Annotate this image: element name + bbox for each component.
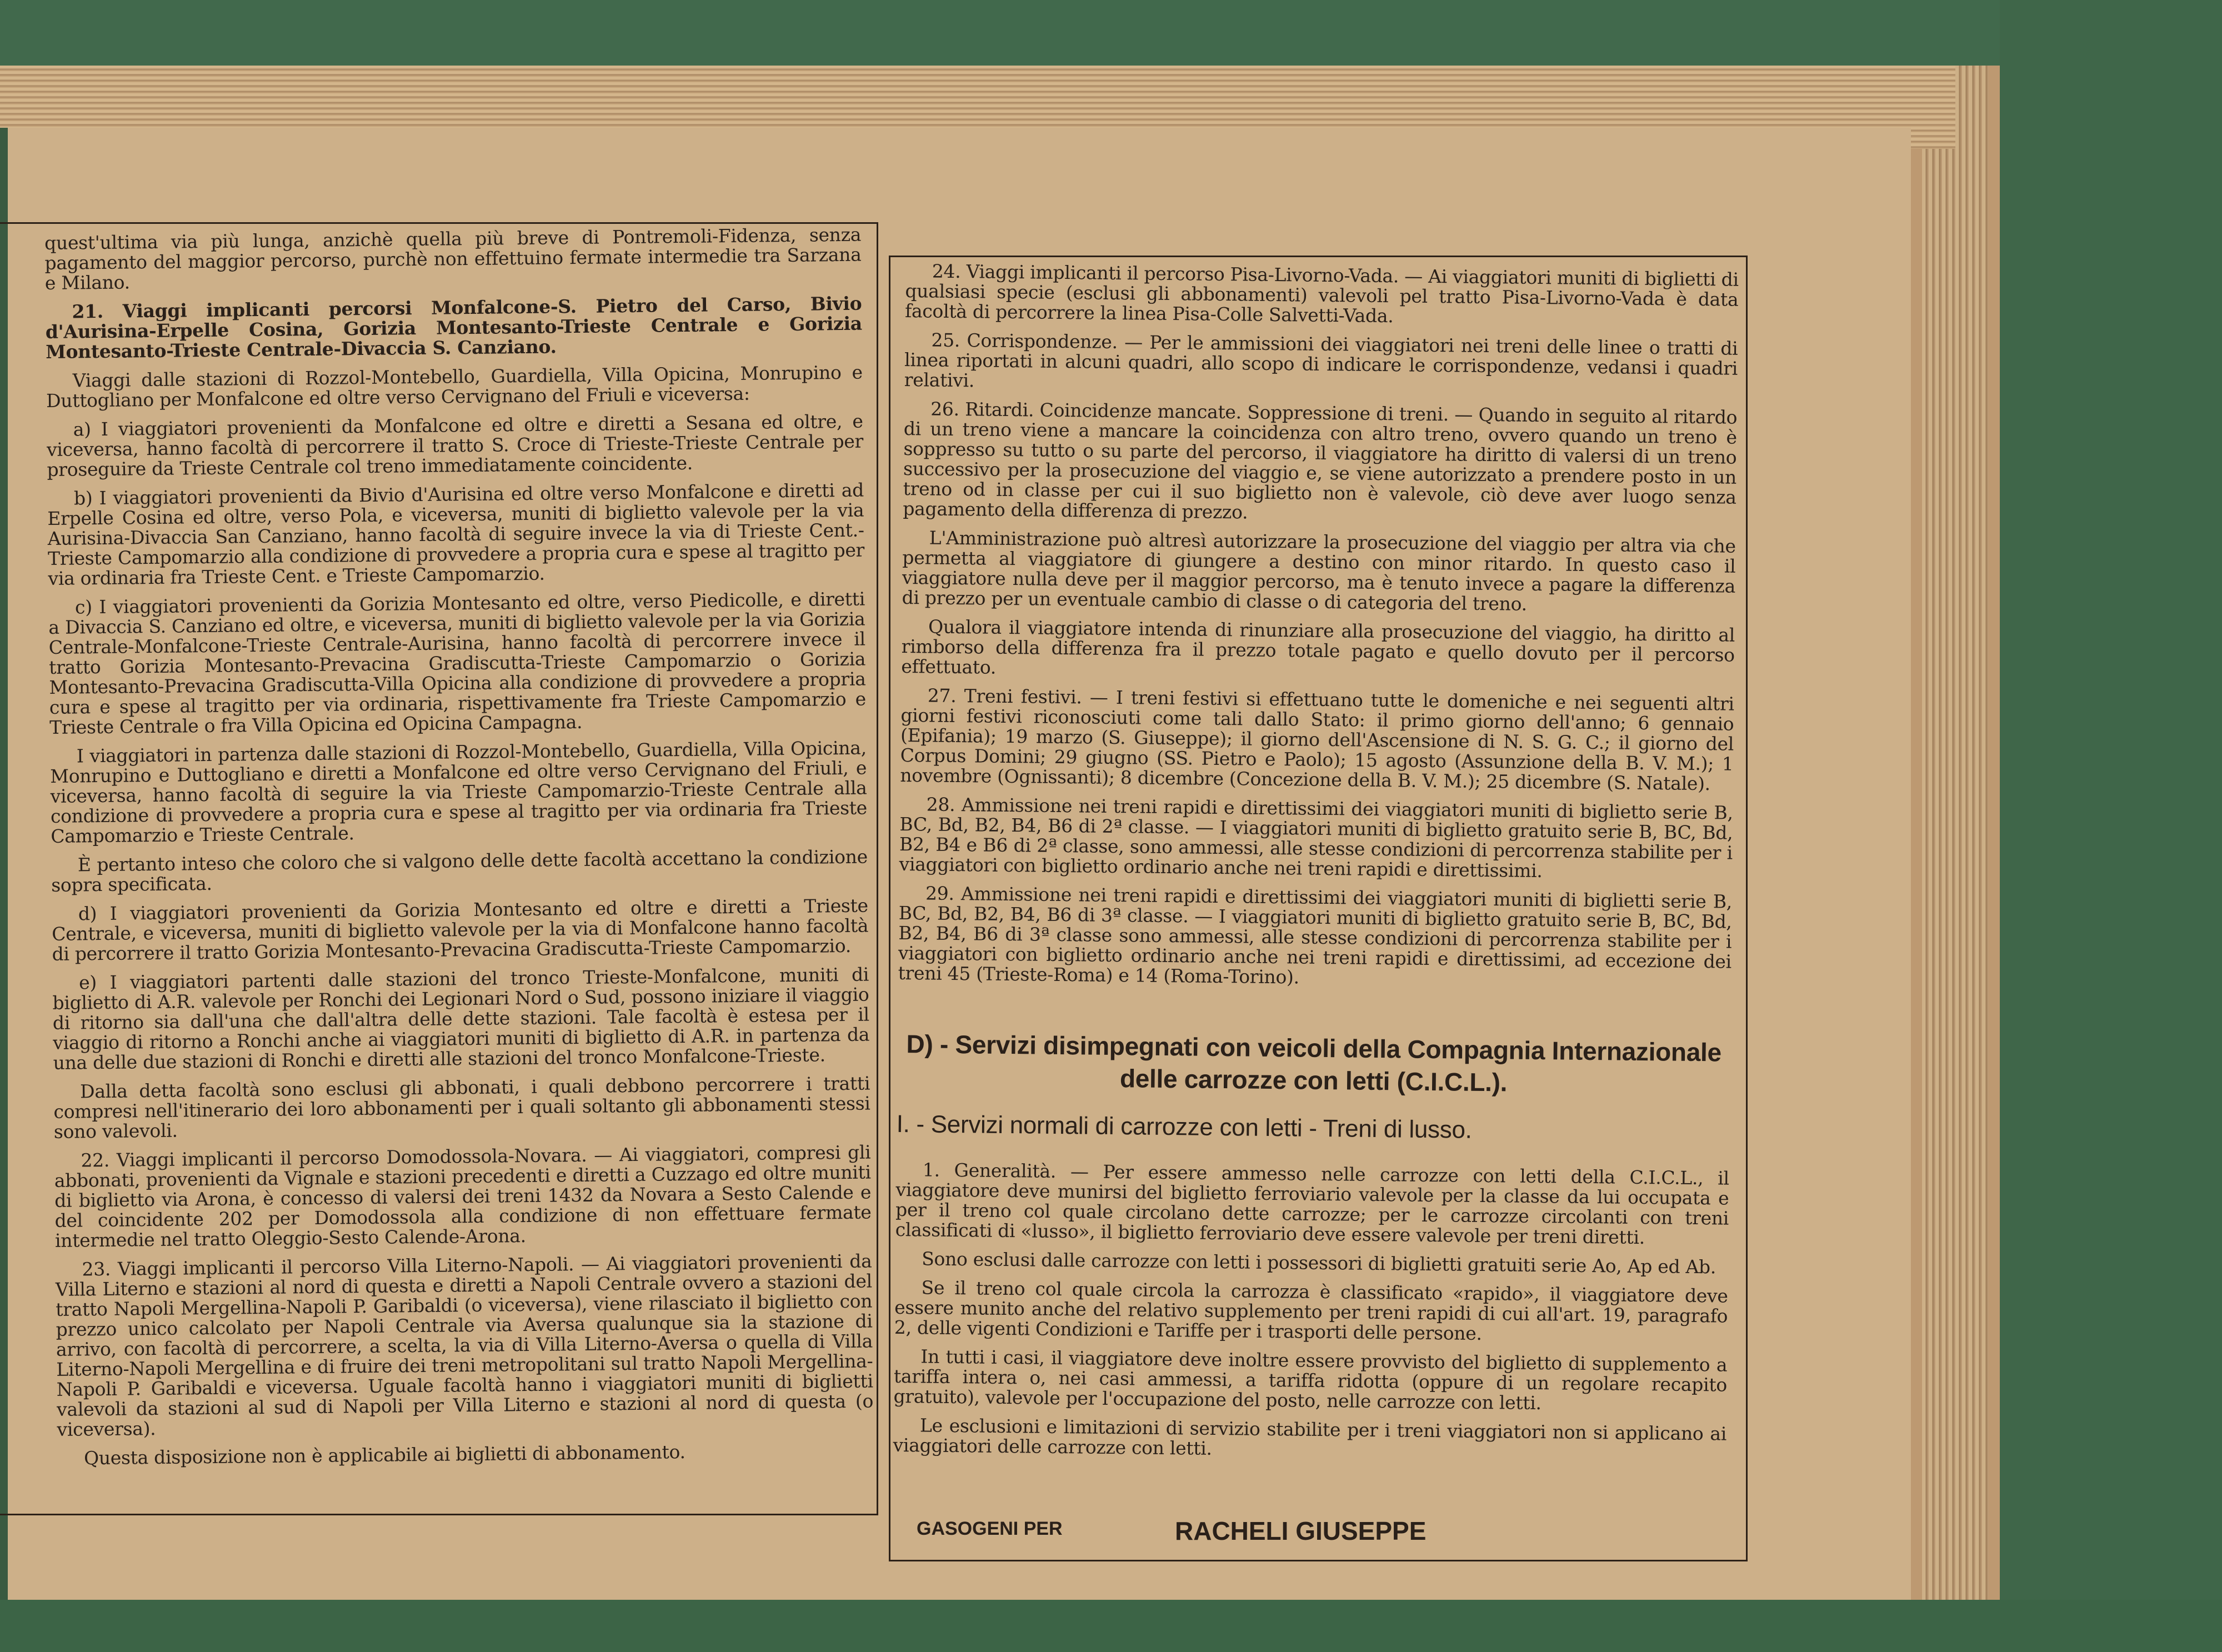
- background-bottom: [0, 1600, 2222, 1652]
- section-21-c: c) I viaggiatori provenienti da Gorizia Montesanto ed oltre, verso Piedicolle, e diretti a Divaccia S. Canziano ed oltre, e viceversa, muniti di biglietto valevole per la via Gorizia Centrale-Monfalcone-Trieste Centrale-Aurisina, hanno facoltà di percorrere invece il tratto Gorizia Montesanto-Prevacina Gradiscutta-Trieste Campomarzio o Gorizia Montesanto-Prevacina Gradiscutta-Villa Opicina alla condizione di provvedere a propria cura e spese al tragitto per via ordinaria, rispettivamente fra Trieste Campomarzio e Trieste Centrale o fra Villa Opicina ed Opicina Campagna.: [48, 588, 867, 738]
- section-23-2: Questa disposizione non è applicabile ai biglietti di abbonamento.: [83, 1441, 685, 1469]
- section-26: 26. Ritardi. Coincidenze mancate. Soppressione di treni. — Quando in seguito al ritardo di un treno viene a mancare la coincidenza con altro treno, ovvero quando un treno è soppresso su tutto o su parte del percorso, il viaggiatore ha diritto di valersi di un treno successivo per la prosecuzione del viaggio e, se viene autorizzato a prendere posto in un treno od in classe per cui il suo biglietto non è valevole, ciò deve aver luogo senza pagamento della differenza di prezzo.: [903, 398, 1738, 523]
- section-27: 27. Treni festivi. — I treni festivi si effettuano tutte le domeniche e nei seguenti altri giorni festivi riconosciuti come tali dallo Stato: il primo giorno dell'anno; 6 gennaio (Epifania); 19 marzo (S. Giuseppe); il giorno dell'Ascensione di N. S. G. C.; il giorno del Corpus Domini; 29 giugno (SS. Pietro e Paolo); 15 agosto (Assunzione della B. V. M.); 1 novembre (Ognissanti); 8 dicembre (Concezione della B. V. M.); 25 dicembre (S. Natale).: [900, 684, 1734, 795]
- column-divider: [877, 231, 878, 1511]
- section-21-c-3: È pertanto inteso che coloro che si valgono delle dette facoltà accettano la condizione sopra specificata.: [51, 845, 868, 896]
- section-26-2: L'Amministrazione può altresì autorizzare la prosecuzione del viaggio per altra via che permetta al viaggiatore di giungere a destino con minor ritardo. In questo caso il viaggiatore nulla deve per il maggior percorso, ma è tenuto invece a pagare la differenza di prezzo per un eventuale cambio di classe o di categoria del treno.: [902, 527, 1736, 615]
- background-right: [2000, 0, 2222, 1652]
- subsection-i-heading: I. - Servizi normali di carrozze con letti - Treni di lusso.: [896, 1110, 1472, 1144]
- section-21-b: b) I viaggiatori provenienti da Bivio d'Aurisina ed oltre verso Monfalcone e diretti ad Erpelle Cosina ed oltre, verso Pola, e viceversa, muniti di biglietto valevole per la via Aurisina-Divaccia San Canziano, hanno facoltà di seguire invece la via di Trieste Cent.-Trieste Campomarzio alla condizione di provvedere a propria cura e spese al tragitto per via ordinaria fra Trieste Cent. e Trieste Campomarzio.: [47, 479, 865, 589]
- section-21-a: a) I viaggiatori provenienti da Monfalcone ed oltre e diretti a Sesana ed oltre, e viceversa, hanno facoltà di percorrere il tratto S. Croce di Trieste-Trieste Centrale per proseguire da Trieste Centrale col treno immediatamente coincidente.: [46, 410, 864, 480]
- section-21-heading: 21. Viaggi implicanti percorsi Monfalcone-S. Pietro del Carso, Bivio d'Aurisina-Erpelle Cosina, Gorizia Montesanto-Trieste Centrale e Gorizia Montesanto-Trieste Centrale-Divaccia S. Canziano.: [45, 292, 862, 363]
- section-26-3: Qualora il viaggiatore intenda di rinunziare alla prosecuzione del viaggio, ha diritto al rimborso della differenza fra il prezzo totale pagato e quello dovuto per il percorso effettuato.: [901, 615, 1735, 678]
- left-column: [44, 225, 874, 1478]
- footer-advertisement: [864, 1514, 1753, 1547]
- right-column: [893, 261, 1739, 1473]
- section-28: 28. Ammissione nei treni rapidi e direttissimi dei viaggiatori muniti di biglietto serie B, BC, Bd, B2, B4, B6 di 2ª classe. — I viaggiatori muniti di biglietto gratuito serie B, BC, Bd, B2, B4 e B6 di 2ª classe, sono ammessi, alle stesse condizioni di percorrenza stabilite per i viaggiatori con biglietto ordinario anche nei treni rapidi e direttissimi.: [899, 793, 1733, 882]
- generalita-3: Se il treno col quale circola la carrozza è classificato «rapido», il viaggiatore deve essere munito anche del relativo supplemento per treni rapidi di cui all'art. 19, paragrafo 2, delle vigenti Condizioni e Tariffe per i trasporti delle persone.: [894, 1276, 1728, 1344]
- generalita-5: Le esclusioni e limitazioni di servizio stabilite per i treni viaggiatori non si applicano ai viaggiatori delle carrozze con letti.: [893, 1414, 1727, 1459]
- section-23: 23. Viaggi implicanti il percorso Villa Literno-Napoli. — Ai viaggiatori provenienti da Villa Literno e stazioni al nord di questa e diretti a Napoli Centrale ovvero a stazioni del tratto Napoli Mergellina-Napoli P. Garibaldi (o viceversa), viene rilasciato il biglietto con prezzo unico calcolato per Napoli Centrale via Aversa qualunque sia la stazione di arrivo, con facoltà di percorrere, a scelta, la via di Villa Literno-Aversa o quella di Villa Literno-Napoli Mergellina e di fruire dei treni metropolitani sul tratto Napoli Mergellina-Napoli P. Garibaldi e viceversa. Uguale facoltà hanno i viaggiatori muniti di biglietti valevoli da stazioni al sud di Napoli per Villa Literno e stazioni al nord di questa (o viceversa).: [55, 1250, 874, 1440]
- background-top: [0, 0, 2222, 66]
- paragraph-intro: quest'ultima via più lunga, anzichè quella più breve di Pontremoli-Fidenza, senza pagamento del maggior percorso, purchè non effettuino fermate intermedie tra Sarzana e Milano.: [44, 223, 862, 294]
- section-d-heading: D) - Servizi disimpegnati con veicoli della Compagnia Internazionale delle carrozze con letti (C.I.C.L.).: [906, 1029, 1722, 1097]
- book-page-edges-side: [1922, 66, 1989, 1600]
- generalita-2: Sono esclusi dalle carrozze con letti i possessori di biglietti gratuiti serie Ao, Ap ed Ab.: [921, 1248, 1716, 1278]
- section-21-e: e) I viaggiatori partenti dalle stazioni del tronco Trieste-Monfalcone, muniti di biglietto di A.R. valevole per Ronchi dei Legionari Nord o Sud, possono iniziare il viaggio di ritorno sia dall'una che dall'altra delle dette stazioni. Tale facoltà è estesa per il viaggio di ritorno a Ronchi anche ai viaggiatori muniti di biglietto di A.R. in partenza da una delle due stazioni di Ronchi e diretti alle stazioni del tronco Monfalcone-Trieste.: [52, 963, 870, 1074]
- section-24: 24. Viaggi implicanti il percorso Pisa-Livorno-Vada. — Ai viaggiatori muniti di biglietti di qualsiasi specie (esclusi gli abbonamenti) valevoli pel tratto Pisa-Livorno-Vada è data facoltà di percorrere la linea Pisa-Colle Salvetti-Vada.: [904, 260, 1739, 327]
- footer-ad-racheli: RACHELI GIUSEPPE: [1175, 1516, 1427, 1545]
- section-21-e-2: Dalla detta facoltà sono esclusi gli abbonati, i quali debbono percorrere i tratti compresi nell'itinerario dei loro abbonamenti per i quali soltanto gli abbonamenti stessi sono valevoli.: [53, 1072, 870, 1143]
- section-25: 25. Corrispondenze. — Per le ammissioni dei viaggiatori nei treni delle linee o tratti di linea riportati in alcuni quadri, allo scopo di indicare le corrispondenze, vedansi i quadri relativi.: [904, 329, 1738, 392]
- section-21-c-2: I viaggiatori in partenza dalle stazioni di Rozzol-Montebello, Guardiella, Villa Opicina, Monrupino e Duttogliano e diretti a Monfalcone ed oltre verso Cervignano del Friuli, e viceversa, hanno facoltà di seguire la via Trieste Campomarzio-Trieste Centrale alla condizione di provvedere a propria cura e spese al tragitto per via ordinaria fra Trieste Campomarzio e Trieste Centrale.: [50, 737, 868, 847]
- generalita-1: 1. Generalità. — Per essere ammesso nelle carrozze con letti della C.I.C.L., il viaggiatore deve munirsi del biglietto ferroviario valevole per la classe da lui occupata e per il treno col quale circolano dette carrozze; per le carrozze circolanti con treni classificati di «lusso», il biglietto ferroviario deve essere valevole per treni diretti.: [895, 1159, 1729, 1249]
- section-21-d: d) I viaggiatori provenienti da Gorizia Montesanto ed oltre e diretti a Trieste Centrale, e viceversa, muniti di biglietto valevole per la via di Monfalcone hanno facoltà di percorrere il tratto Gorizia Montesanto-Prevacina Gradiscutta-Trieste Campomarzio.: [52, 894, 869, 965]
- section-22: 22. Viaggi implicanti il percorso Domodossola-Novara. — Ai viaggiatori, compresi gli abbonati, provenienti da Vignale e stazioni precedenti e diretti a Cuzzago ed oltre muniti di biglietto via Arona, è concesso di valersi dei treni 1432 da Novara a Sesto Calende e del coincidente 202 per Domodossola alla condizione di non effettuare fermate intermedie nel tratto Oleggio-Sesto Calende-Arona.: [54, 1141, 872, 1251]
- section-21-intro: Viaggi dalle stazioni di Rozzol-Montebello, Guardiella, Villa Opicina, Monrupino e Duttogliano per Monfalcone ed oltre verso Cervignano del Friuli e viceversa:: [46, 361, 863, 412]
- footer-ad-gasogeni: GASOGENI PER: [917, 1518, 1063, 1539]
- generalita-4: In tutti i casi, il viaggiatore deve inoltre essere provvisto del biglietto di supplemento a tariffa intera o, nei casi ammessi, a tariffa ridotta (oppure di un regolare recapito gratuito), valevole per l'occupazione del posto, nelle carrozze con letti.: [893, 1345, 1728, 1414]
- section-29: 29. Ammissione nei treni rapidi e direttissimi dei viaggiatori muniti di biglietti serie B, BC, Bd, B2, B4, B6 di 3ª classe. — I viaggiatori muniti di biglietto gratuito serie B, BC, Bd, B2, B4, B6 di 3ª classe sono ammessi, alle stesse condizioni di percorrenza stabilite per i viaggiatori con biglietto ordinario anche nei treni rapidi e direttissimi, ad eccezione dei treni 45 (Trieste-Roma) e 14 (Roma-Torino).: [898, 882, 1733, 988]
